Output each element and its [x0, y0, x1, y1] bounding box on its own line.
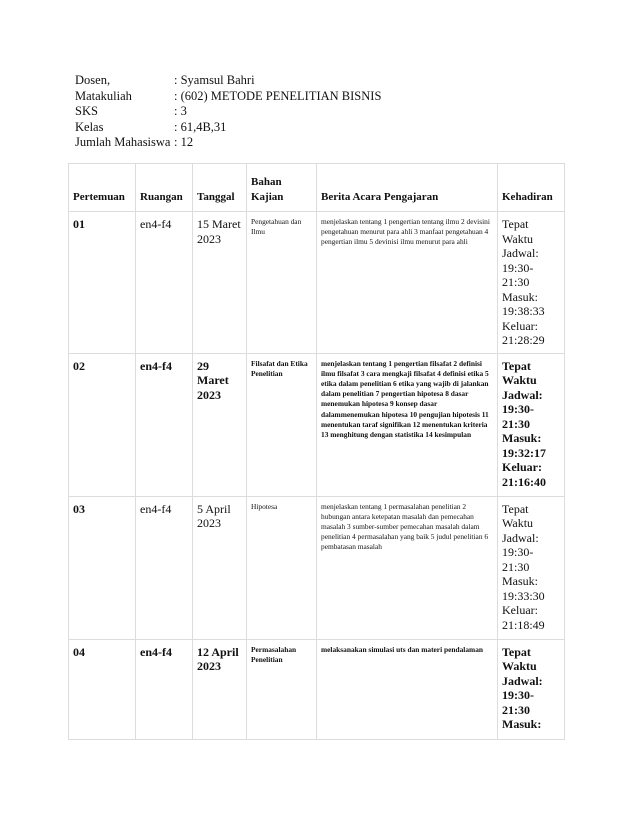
cell-berita-acara: menjelaskan tentang 1 pengertian filsafat 2 definisi ilmu filsafat 3 cara mengkaji filsafat 4 definisi etika 5 etika dalam penelitian 6 etika yang wajib di jalankan dalam penelitian 7 pengertian hipotesa 8 dasar menemukan hipotesa 9 konsep dasar dalammenemukan hipotesa 10 pengujian hipotesis 11 menentukan taraf signifikan 12 menentukan kriteria 13 menghitung dengan statistika 14 kesimpulan: [317, 353, 498, 496]
cell-kehadiran: Tepat Waktu Jadwal: 19:30-21:30 Masuk: 19:33:30 Keluar: 21:18:49: [498, 496, 565, 639]
header-berita-acara: Berita Acara Pengajaran: [317, 164, 498, 212]
cell-pertemuan: 01: [69, 212, 136, 354]
cell-ruangan: en4-f4: [136, 353, 193, 496]
header-ruangan: Ruangan: [136, 164, 193, 212]
cell-bahan-kajian: Permasalahan Penelitian: [247, 639, 317, 739]
cell-kehadiran: Tepat Waktu Jadwal: 19:30-21:30 Masuk: 19:32:17 Keluar: 21:16:40: [498, 353, 565, 496]
cell-bahan-kajian: Hipotesa: [247, 496, 317, 639]
header-tanggal: Tanggal: [193, 164, 247, 212]
cell-bahan-kajian: Filsafat dan Etika Penelitian: [247, 353, 317, 496]
table-row: [69, 353, 565, 496]
info-row-sks: [75, 104, 565, 120]
cell-tanggal: 5 April 2023: [193, 496, 247, 639]
table-header-row: [69, 164, 565, 212]
kelas-value: : 61,4B,31: [174, 119, 227, 134]
cell-ruangan: en4-f4: [136, 496, 193, 639]
kelas-label: Kelas: [75, 119, 104, 134]
jumlah-label: Jumlah Mahasiswa: [75, 135, 171, 149]
cell-bahan-kajian: Pengetahuan dan Ilmu: [247, 212, 317, 354]
cell-berita-acara: menjelaskan tentang 1 pengertian tentang ilmu 2 devisini pengetahuan menurut para ahli 3 manfaat pengetahuan 4 pengertian ilmu 5 devinisi ilmu menurut para ahli: [317, 212, 498, 354]
cell-berita-acara: menjelaskan tentang 1 permasalahan penelitian 2 hubungan antara ketepatan masalah dan pemecahan masalah 3 sumber-sumber pemecahan masalah dalam penelitian 4 permasalahan yang baik 5 judul penelitian 6 pembatasan masalah: [317, 496, 498, 639]
matakuliah-value: : (602) METODE PENELITIAN BISNIS: [174, 88, 382, 103]
dosen-label: Dosen,: [75, 73, 111, 87]
info-row-jumlah: [75, 135, 565, 151]
header-kehadiran: Kehadiran: [498, 164, 565, 212]
header-pertemuan: Pertemuan: [69, 164, 136, 212]
cell-kehadiran: Tepat Waktu Jadwal: 19:30-21:30 Masuk:: [498, 639, 565, 739]
info-row-kelas: [75, 120, 565, 136]
cell-ruangan: en4-f4: [136, 212, 193, 354]
table-row: [69, 212, 565, 354]
header-bahan-kajian: Bahan Kajian: [247, 164, 317, 212]
info-row-dosen: [75, 73, 565, 89]
cell-ruangan: en4-f4: [136, 639, 193, 739]
cell-kehadiran: Tepat Waktu Jadwal: 19:30-21:30 Masuk: 19:38:33 Keluar: 21:28:29: [498, 212, 565, 354]
cell-tanggal: 15 Maret 2023: [193, 212, 247, 354]
cell-tanggal: 12 April 2023: [193, 639, 247, 739]
course-info: [75, 73, 565, 151]
table-row: [69, 639, 565, 739]
sks-value: : 3: [174, 104, 187, 118]
cell-pertemuan: 03: [69, 496, 136, 639]
table-row: [69, 496, 565, 639]
cell-berita-acara: melaksanakan simulasi uts dan materi pendalaman: [317, 639, 498, 739]
cell-pertemuan: 02: [69, 353, 136, 496]
schedule-table: [68, 163, 565, 740]
cell-tanggal: 29 Maret 2023: [193, 353, 247, 496]
matakuliah-label: Matakuliah: [75, 88, 132, 103]
cell-pertemuan: 04: [69, 639, 136, 739]
info-row-matakuliah: [75, 89, 565, 105]
dosen-value: : Syamsul Bahri: [174, 73, 255, 87]
sks-label: SKS: [75, 104, 98, 118]
jumlah-value: : 12: [174, 135, 194, 149]
